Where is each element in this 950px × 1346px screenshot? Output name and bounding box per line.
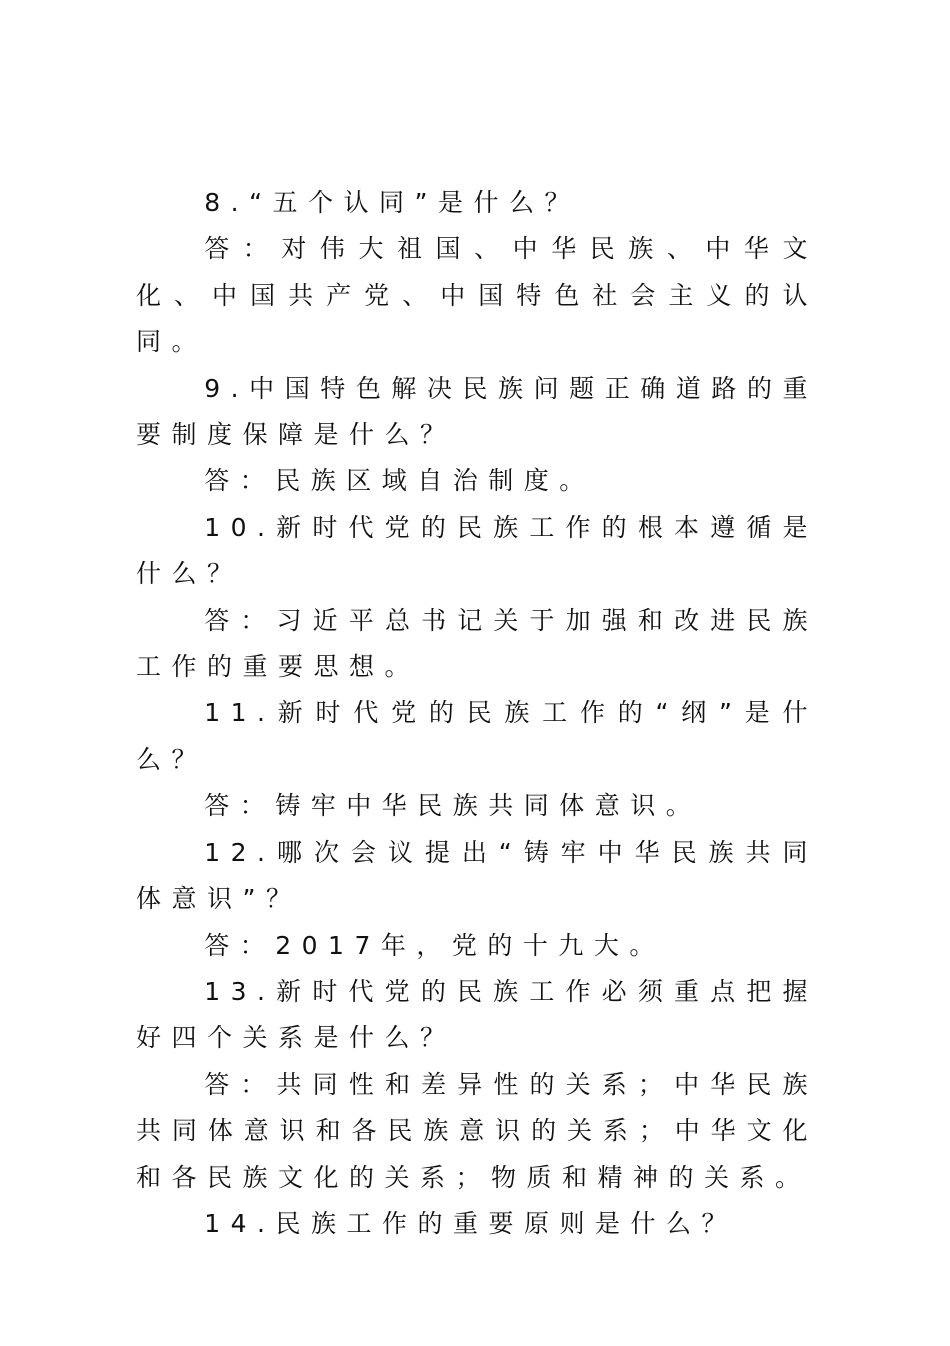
answer-11: 答：铸牢中华民族共同体意识。 bbox=[204, 791, 702, 821]
answer-10: 答：习近平总书记关于加强和改进民族工作的重要思想。 bbox=[136, 605, 818, 682]
question-11: 11.新时代党的民族工作的“纲”是什么？ bbox=[136, 698, 818, 774]
question-12: 12.哪次会议提出“铸牢中华民族共同体意识”？ bbox=[136, 837, 818, 914]
answer-9: 答：民族区域自治制度。 bbox=[204, 466, 595, 496]
answer-13: 答：共同性和差异性的关系；中华民族共同体意识和各民族意识的关系；中华文化和各民族文化的关系；物质和精神的关系。 bbox=[136, 1069, 818, 1192]
question-10: 10.新时代党的民族工作的根本遵循是什么？ bbox=[136, 512, 818, 589]
question-9: 9.中国特色解决民族问题正确道路的重要制度保障是什么？ bbox=[136, 373, 818, 450]
question-8: 8.“五个认同”是什么？ bbox=[204, 188, 581, 217]
answer-12: 答：2017年，党的十九大。 bbox=[204, 930, 665, 960]
document-body bbox=[136, 180, 818, 1247]
question-13: 13.新时代党的民族工作必须重点把握好四个关系是什么？ bbox=[136, 976, 818, 1053]
answer-8: 答：对伟大祖国、中华民族、中华文化、中国共产党、中国特色社会主义的认同。 bbox=[136, 234, 818, 357]
question-14: 14.民族工作的重要原则是什么？ bbox=[204, 1208, 738, 1238]
